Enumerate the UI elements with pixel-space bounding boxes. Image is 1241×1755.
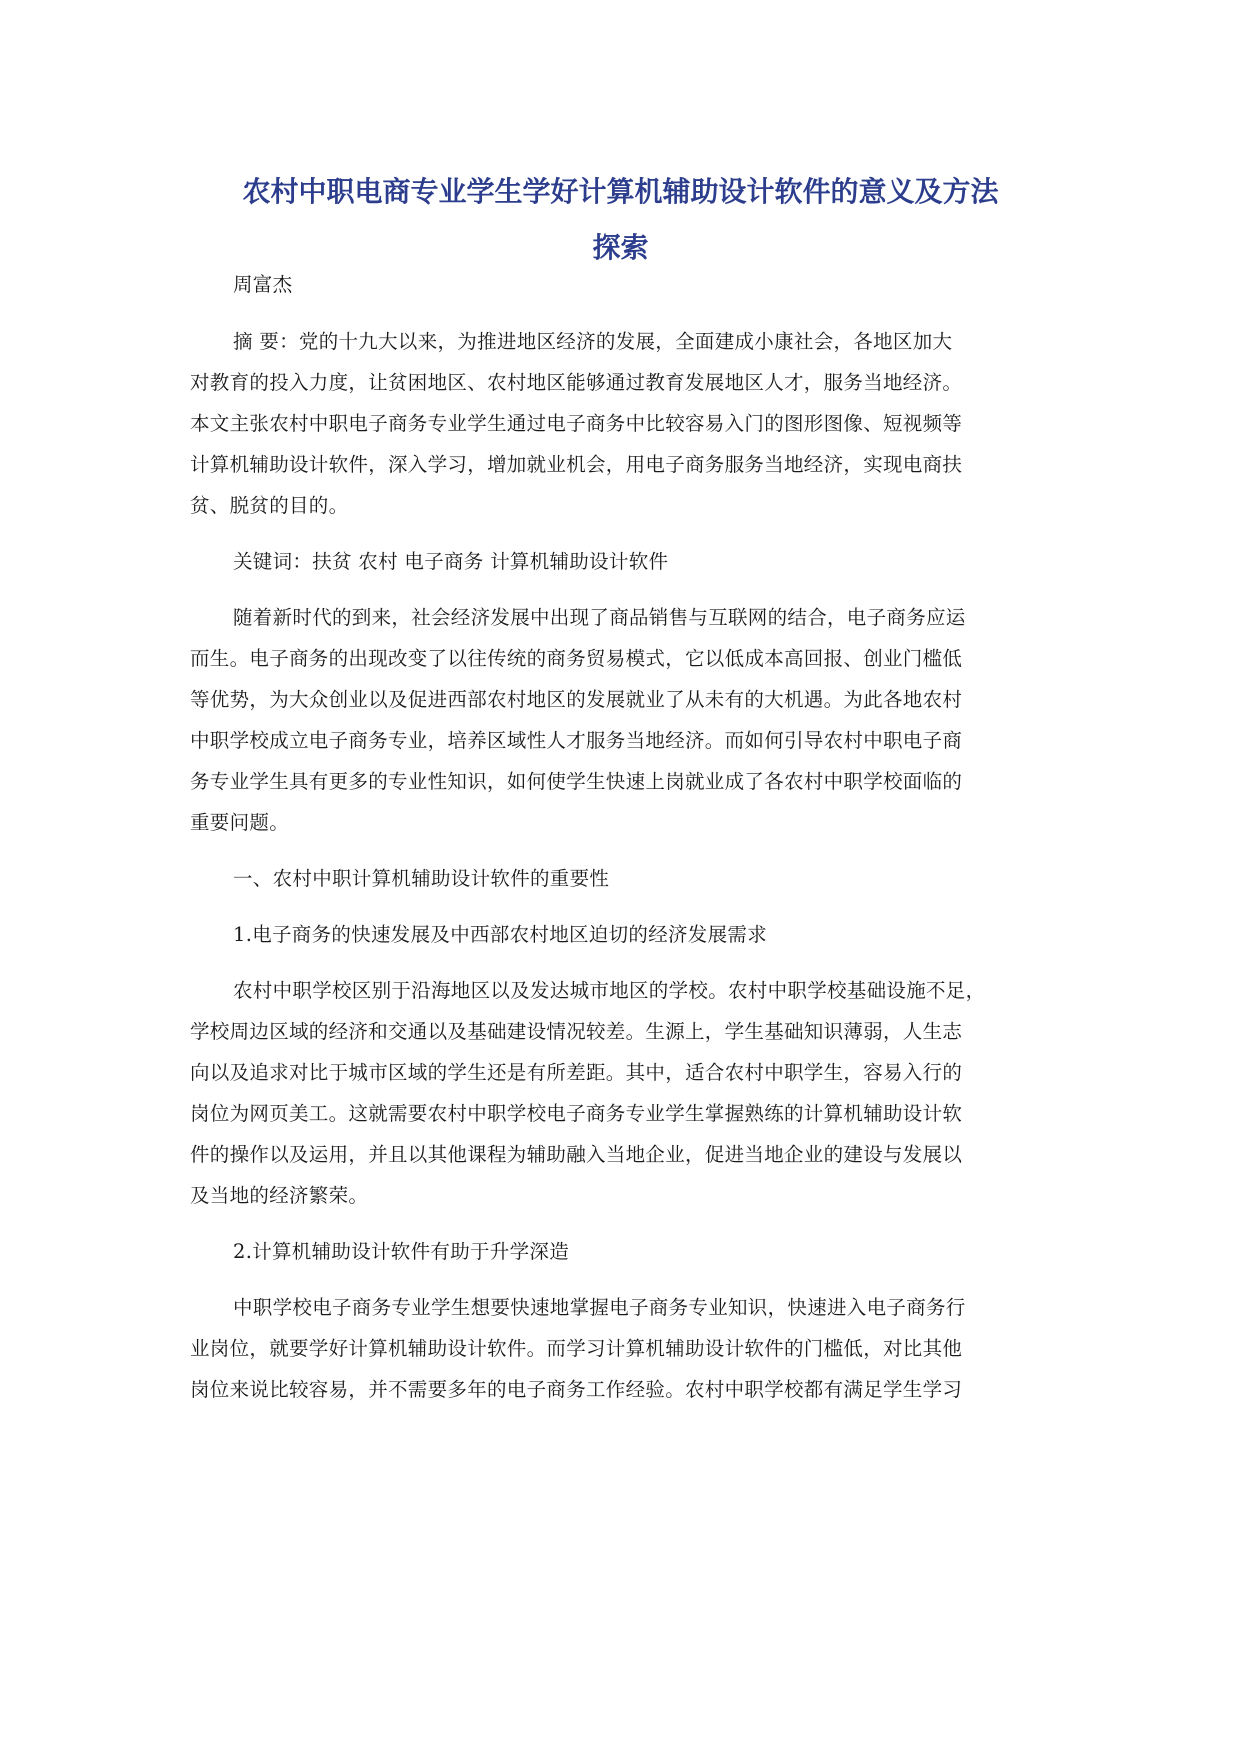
abstract-line: 摘 要：党的十九大以来，为推进地区经济的发展，全面建成小康社会，各地区加大 — [233, 330, 953, 353]
author: 周富杰 — [233, 273, 293, 296]
abstract-line: 本文主张农村中职电子商务专业学生通过电子商务中比较容易入门的图形图像、短视频等 — [190, 412, 963, 435]
body-line: 向以及追求对比于城市区域的学生还是有所差距。其中，适合农村中职学生，容易入行的 — [190, 1061, 963, 1084]
abstract-line: 计算机辅助设计软件，深入学习，增加就业机会，用电子商务服务当地经济，实现电商扶 — [190, 453, 963, 476]
subsection-heading: 2.计算机辅助设计软件有助于升学深造 — [233, 1240, 570, 1263]
intro-line: 而生。电子商务的出现改变了以往传统的商务贸易模式，它以低成本高回报、创业门槛低 — [190, 647, 963, 670]
intro-line: 等优势，为大众创业以及促进西部农村地区的发展就业了从未有的大机遇。为此各地农村 — [190, 688, 963, 711]
title-line-2: 探索 — [592, 231, 649, 264]
abstract-line: 对教育的投入力度，让贫困地区、农村地区能够通过教育发展地区人才，服务当地经济。 — [190, 371, 963, 394]
intro-line: 随着新时代的到来，社会经济发展中出现了商品销售与互联网的结合，电子商务应运 — [233, 606, 966, 629]
body-line: 中职学校电子商务专业学生想要快速地掌握电子商务专业知识，快速进入电子商务行 — [233, 1296, 966, 1319]
body-line: 岗位为网页美工。这就需要农村中职学校电子商务专业学生掌握熟练的计算机辅助设计软 — [190, 1102, 963, 1125]
document-title — [160, 164, 1081, 276]
intro-line: 务专业学生具有更多的专业性知识，如何使学生快速上岗就业成了各农村中职学校面临的 — [190, 770, 963, 793]
title-line-1: 农村中职电商专业学生学好计算机辅助设计软件的意义及方法 — [242, 175, 999, 208]
body-line: 学校周边区域的经济和交通以及基础建设情况较差。生源上，学生基础知识薄弱，人生志 — [190, 1020, 963, 1043]
section-heading: 一、农村中职计算机辅助设计软件的重要性 — [233, 867, 610, 890]
intro-line: 中职学校成立电子商务专业，培养区域性人才服务当地经济。而如何引导农村中职电子商 — [190, 729, 963, 752]
body-line: 及当地的经济繁荣。 — [190, 1184, 369, 1207]
keywords: 关键词：扶贫 农村 电子商务 计算机辅助设计软件 — [233, 550, 669, 573]
abstract-line: 贫、脱贫的目的。 — [190, 494, 349, 517]
intro-line: 重要问题。 — [190, 811, 290, 834]
body-line: 岗位来说比较容易，并不需要多年的电子商务工作经验。农村中职学校都有满足学生学习 — [190, 1378, 963, 1401]
body-line: 件的操作以及运用，并且以其他课程为辅助融入当地企业，促进当地企业的建设与发展以 — [190, 1143, 963, 1166]
subsection-heading: 1.电子商务的快速发展及中西部农村地区迫切的经济发展需求 — [233, 923, 768, 946]
body-line: 业岗位，就要学好计算机辅助设计软件。而学习计算机辅助设计软件的门槛低，对比其他 — [190, 1337, 963, 1360]
body-line: 农村中职学校区别于沿海地区以及发达城市地区的学校。农村中职学校基础设施不足， — [233, 979, 986, 1002]
